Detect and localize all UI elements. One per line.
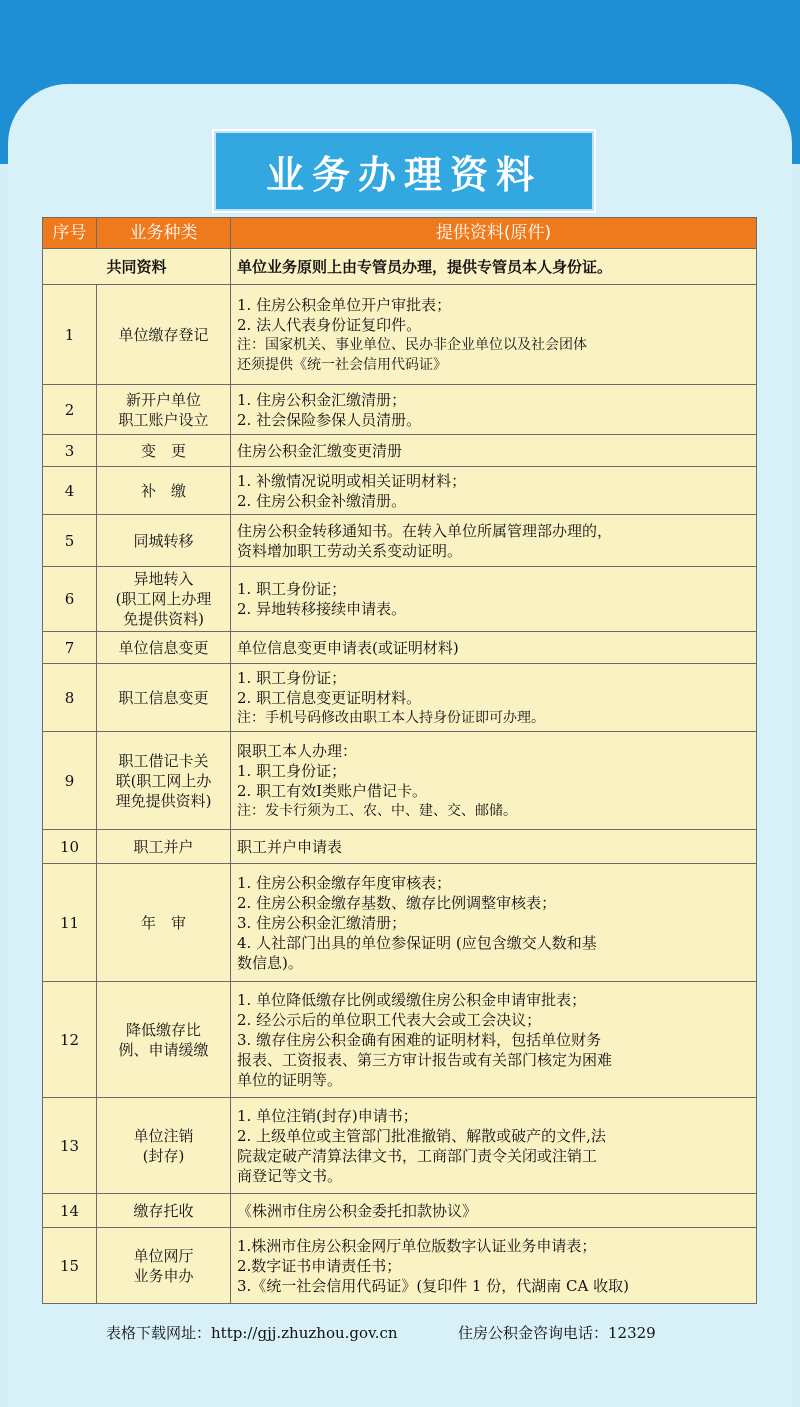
business-type — [97, 732, 231, 830]
business-type-line: 例、申请缓缴 — [118, 1040, 209, 1059]
table-row — [43, 830, 757, 864]
business-type-line: 单位缴存登记 — [118, 325, 209, 344]
document-line: 2. 社会保险参保人员清册。 — [237, 410, 422, 429]
business-type-line: 职工信息变更 — [118, 688, 209, 707]
document-line: 2. 职工信息变更证明材料。 — [237, 688, 422, 707]
business-type-line: 职工借记卡关 — [118, 751, 209, 770]
table-row — [43, 385, 757, 435]
business-type — [97, 435, 231, 467]
header-num: 序号 — [43, 218, 97, 249]
business-type-line: 免提供资料) — [123, 610, 204, 628]
business-type-line: 单位网厅 — [133, 1246, 194, 1265]
business-type-line: 变 更 — [140, 441, 186, 460]
table-row — [43, 1098, 757, 1194]
document-line: 1. 职工身份证； — [237, 668, 347, 687]
required-documents — [231, 664, 757, 732]
required-documents — [231, 1194, 757, 1228]
document-line: 限职工本人办理： — [237, 741, 358, 760]
document-line: 2. 职工有效Ⅰ类账户借记卡。 — [237, 781, 428, 800]
business-type-line: 异地转入 — [133, 570, 194, 588]
business-type-line: 单位信息变更 — [118, 638, 209, 657]
table-row — [43, 982, 757, 1098]
document-line: 1. 住房公积金汇缴清册； — [237, 390, 407, 409]
document-line: 4. 人社部门出具的单位参保证明 (应包含缴交人数和基 — [237, 933, 597, 952]
table-row — [43, 467, 757, 515]
row-number: 12 — [43, 982, 97, 1098]
business-type — [97, 1098, 231, 1194]
document-line: 2. 经公示后的单位职工代表大会或工会决议； — [237, 1010, 542, 1029]
table-row — [43, 515, 757, 567]
business-type — [97, 467, 231, 515]
row-number: 4 — [43, 467, 97, 515]
document-note: 注：发卡行须为工、农、中、建、交、邮储。 — [237, 802, 517, 819]
business-type — [97, 285, 231, 385]
document-line: 职工并户申请表 — [237, 837, 343, 856]
business-type-line: (职工网上办理 — [115, 590, 212, 608]
document-line: 1. 职工身份证； — [237, 761, 347, 780]
business-type-line: 单位注销 — [133, 1126, 194, 1145]
business-type — [97, 664, 231, 732]
document-line: 1. 单位注销(封存)申请书； — [237, 1106, 418, 1125]
business-type — [97, 864, 231, 982]
business-type-line: 职工并户 — [133, 837, 194, 856]
document-line: 2. 住房公积金缴存基数、缴存比例调整审核表； — [237, 893, 557, 912]
document-line: 1. 住房公积金缴存年度审核表； — [237, 873, 452, 892]
table-row — [43, 1194, 757, 1228]
table-row — [43, 435, 757, 467]
required-documents — [231, 632, 757, 664]
business-type-line: 同城转移 — [133, 531, 194, 550]
document-line: 3. 缴存住房公积金确有困难的证明材料，包括单位财务 — [237, 1030, 602, 1049]
document-line: 报表、工资报表、第三方审计报告或有关部门核定为困难 — [237, 1050, 613, 1069]
header-docs: 提供资料(原件) — [231, 218, 757, 249]
row-number: 2 — [43, 385, 97, 435]
row-number: 8 — [43, 664, 97, 732]
business-type-line: 降低缴存比 — [125, 1020, 201, 1039]
row-number: 15 — [43, 1228, 97, 1304]
top-banner — [0, 0, 800, 74]
row-number: 14 — [43, 1194, 97, 1228]
document-line: 2.数字证书申请责任书； — [237, 1256, 402, 1275]
title-badge — [214, 131, 594, 211]
required-documents — [231, 467, 757, 515]
business-type-line: 补 缴 — [140, 481, 186, 500]
business-type — [97, 1194, 231, 1228]
document-line: 1. 单位降低缴存比例或缓缴住房公积金申请审批表； — [237, 990, 587, 1009]
document-line: 1. 住房公积金单位开户审批表； — [237, 295, 452, 314]
table-row — [43, 664, 757, 732]
document-line: 院裁定破产清算法律文书，工商部门责令关闭或注销工 — [237, 1146, 598, 1165]
business-type-line: 业务申办 — [133, 1266, 194, 1285]
hotline: 住房公积金咨询电话：12329 — [458, 1324, 656, 1342]
common-text: 单位业务原则上由专管员办理，提供专管员本人身份证。 — [231, 249, 757, 285]
document-line: 2. 住房公积金补缴清册。 — [237, 491, 407, 510]
required-documents — [231, 567, 757, 632]
row-number: 3 — [43, 435, 97, 467]
row-number: 10 — [43, 830, 97, 864]
required-documents — [231, 982, 757, 1098]
required-documents — [231, 385, 757, 435]
table-row — [43, 567, 757, 632]
document-line: 3. 住房公积金汇缴清册； — [237, 913, 407, 932]
row-number: 7 — [43, 632, 97, 664]
row-number: 13 — [43, 1098, 97, 1194]
materials-table — [42, 217, 757, 1304]
document-line: 2. 异地转移接续申请表。 — [237, 600, 407, 618]
document-line: 1. 补缴情况说明或相关证明材料； — [237, 471, 467, 490]
row-number: 6 — [43, 567, 97, 632]
document-note: 还须提供《统一社会信用代码证》 — [237, 356, 447, 373]
table-header-row — [43, 218, 757, 249]
business-type-line: 新开户单位 — [125, 390, 201, 409]
document-line: 单位信息变更申请表(或证明材料) — [237, 638, 459, 657]
business-type — [97, 515, 231, 567]
business-type — [97, 385, 231, 435]
required-documents — [231, 1098, 757, 1194]
business-type-line: 年 审 — [140, 913, 186, 932]
row-number: 9 — [43, 732, 97, 830]
business-type-line: 缴存托收 — [133, 1201, 194, 1220]
document-line: 住房公积金汇缴变更清册 — [237, 441, 403, 460]
table-row — [43, 732, 757, 830]
business-type — [97, 830, 231, 864]
document-note: 注：手机号码修改由职工本人持身份证即可办理。 — [237, 709, 545, 726]
table-row — [43, 632, 757, 664]
business-type-line: 职工账户设立 — [118, 410, 209, 429]
required-documents — [231, 435, 757, 467]
row-number: 1 — [43, 285, 97, 385]
download-url: 表格下载网址：http://gjj.zhuzhou.gov.cn — [106, 1324, 398, 1342]
document-line: 3.《统一社会信用代码证》(复印件 1 份，代湖南 CA 收取) — [237, 1276, 629, 1295]
business-type-line: 联(职工网上办 — [115, 771, 212, 790]
row-number: 11 — [43, 864, 97, 982]
document-line: 2. 法人代表身份证复印件。 — [237, 315, 422, 334]
document-line: 1. 职工身份证； — [237, 580, 347, 598]
business-type — [97, 982, 231, 1098]
common-row — [43, 249, 757, 285]
business-type-line: (封存) — [142, 1146, 185, 1165]
required-documents — [231, 285, 757, 385]
document-line: 《株洲市住房公积金委托扣款协议》 — [237, 1201, 478, 1220]
document-line: 商登记等文书。 — [237, 1166, 343, 1185]
document-line: 1.株洲市住房公积金网厅单位版数字认证业务申请表； — [237, 1236, 597, 1255]
business-type-line: 理免提供资料) — [115, 791, 212, 810]
table-row — [43, 1228, 757, 1304]
document-line: 单位的证明等。 — [237, 1070, 343, 1089]
business-type — [97, 1228, 231, 1304]
document-note: 注：国家机关、事业单位、民办非企业单位以及社会团体 — [237, 336, 587, 353]
required-documents — [231, 864, 757, 982]
required-documents — [231, 830, 757, 864]
document-line: 住房公积金转移通知书。在转入单位所属管理部办理的， — [237, 521, 613, 540]
document-line: 资料增加职工劳动关系变动证明。 — [237, 541, 463, 560]
header-type: 业务种类 — [97, 218, 231, 249]
footer — [0, 1322, 800, 1342]
required-documents — [231, 1228, 757, 1304]
common-label: 共同资料 — [43, 249, 231, 285]
table-row — [43, 285, 757, 385]
business-type — [97, 632, 231, 664]
row-number: 5 — [43, 515, 97, 567]
document-line: 数信息)。 — [237, 953, 303, 972]
business-type — [97, 567, 231, 632]
page-title: 业务办理资料 — [265, 152, 542, 197]
table-row — [43, 864, 757, 982]
required-documents — [231, 732, 757, 830]
required-documents — [231, 515, 757, 567]
document-line: 2. 上级单位或主管部门批准撤销、解散或破产的文件,法 — [237, 1126, 606, 1145]
